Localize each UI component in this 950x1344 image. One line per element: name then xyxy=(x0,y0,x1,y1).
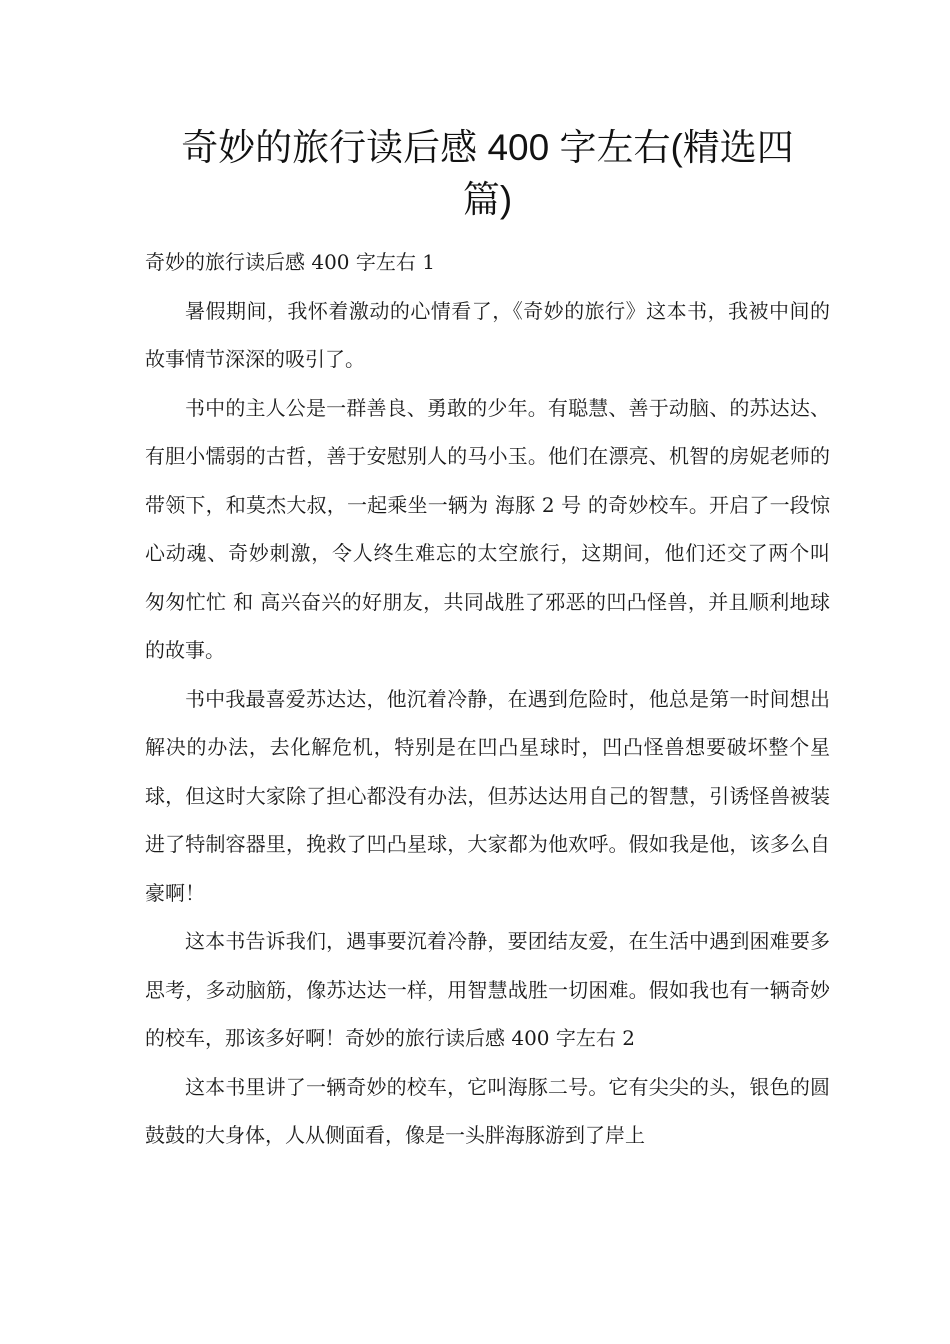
paragraph-2: 书中的主人公是一群善良、勇敢的少年。有聪慧、善于动脑、的苏达达、有胆小懦弱的古哲，善于安慰别人的马小玉。他们在漂亮、机智的房妮老师的带领下，和莫杰大叔，一起乘坐一辆为 海豚 2 号 的奇妙校车。开启了一段惊心动魂、奇妙刺激，令人终生难忘的太空旅行，这期间，他们还交了两个叫 匆匆忙忙 和 高兴奋兴的好朋友，共同战胜了邪恶的凹凸怪兽，并且顺利地球的故事。 xyxy=(145,395,830,662)
paragraph-5: 这本书里讲了一辆奇妙的校车，它叫海豚二号。它有尖尖的头，银色的圆鼓鼓的大身体，人从侧面看，像是一头胖海豚游到了岸上 xyxy=(145,1074,830,1147)
document-title: 奇妙的旅行读后感 400 字左右(精选四篇) xyxy=(181,127,794,220)
paragraph-4: 这本书告诉我们，遇事要沉着冷静，要团结友爱，在生活中遇到困难要多思考，多动脑筋，像苏达达一样，用智慧战胜一切困难。假如我也有一辆奇妙的校车，那该多好啊！奇妙的旅行读后感 400 字左右 2 xyxy=(145,929,830,1050)
section-heading: 奇妙的旅行读后感 400 字左右 1 xyxy=(145,250,435,274)
paragraph-1: 暑假期间，我怀着激动的心情看了，《奇妙的旅行》这本书，我被中间的故事情节深深的吸引了。 xyxy=(145,298,830,371)
paragraph-3: 书中我最喜爱苏达达，他沉着冷静，在遇到危险时，他总是第一时间想出解决的办法，去化解危机，特别是在凹凸星球时，凹凸怪兽想要破坏整个星球，但这时大家除了担心都没有办法，但苏达达用自己的智慧，引诱怪兽被装进了特制容器里，挽救了凹凸星球，大家都为他欢呼。假如我是他，该多么自豪啊！ xyxy=(145,686,830,905)
